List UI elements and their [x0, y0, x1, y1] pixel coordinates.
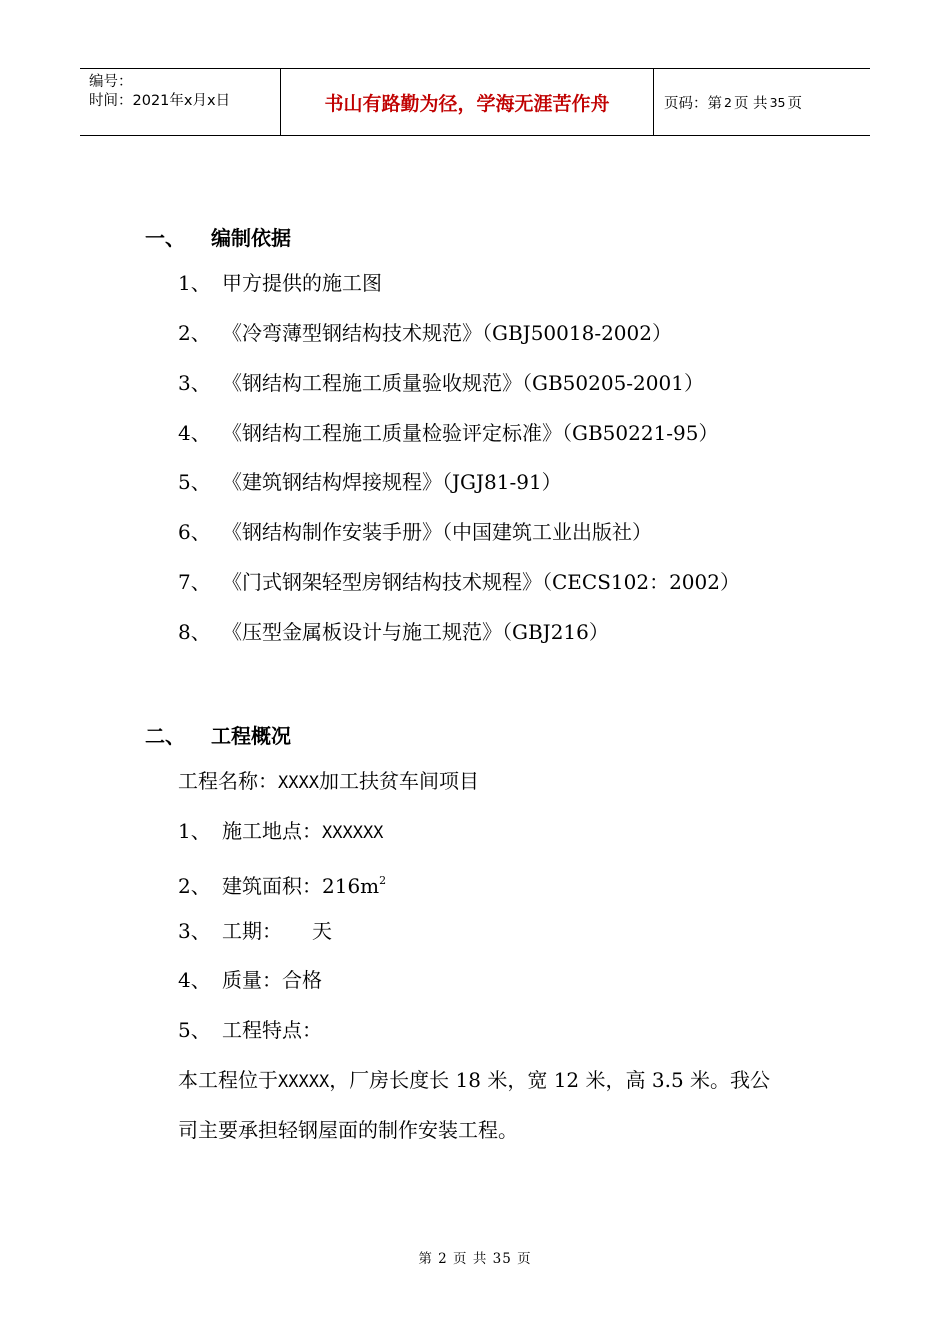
list-item-index: 2、 [178, 321, 211, 345]
page-header [80, 68, 870, 136]
project-name-text: 加工扶贫车间项目 [318, 769, 479, 793]
list-item-index: 8、 [178, 620, 211, 644]
section-title: 编制依据 [211, 226, 291, 250]
list-item [178, 868, 386, 899]
paragraph-text: 本工程位于 [178, 1068, 278, 1092]
list-item-index: 7、 [178, 570, 211, 594]
list-item [178, 519, 652, 545]
list-item [178, 967, 322, 993]
list-item-text: 《门式钢架轻型房钢结构技术规程》（CECS102：2002） [222, 570, 740, 594]
document-number-label: 编号： [89, 74, 133, 90]
page-footer: 第 2 页 共 35 页 [418, 1251, 532, 1267]
page-prefix: 页码：第 [664, 95, 722, 112]
list-item-index: 4、 [178, 968, 211, 992]
list-item-text: 《钢结构工程施工质量检验评定标准》（GB50221-95） [222, 421, 719, 445]
list-item-text: 《建筑钢结构焊接规程》（JGJ81-91） [222, 470, 562, 494]
document-date-label: 时间：2021年x月x日 [89, 93, 231, 109]
list-item-text: 甲方提供的施工图 [222, 271, 382, 295]
list-item-text: 《钢结构工程施工质量验收规范》（GB50205-2001） [222, 371, 704, 395]
area-unit-superscript: 2 [379, 874, 387, 887]
section-heading-overview [145, 720, 291, 749]
list-item-index: 2、 [178, 874, 211, 898]
project-name-line [178, 768, 479, 796]
header-motto: 书山有路勤为径，学海无涯苦作舟 [281, 69, 654, 135]
list-item-index: 3、 [178, 919, 211, 943]
list-item-index: 6、 [178, 520, 211, 544]
quality-text: 质量：合格 [222, 968, 322, 992]
paragraph-text: ，厂房长度长 18 米，宽 12 米，高 3.5 米。我公 [329, 1068, 771, 1092]
list-item [178, 818, 383, 846]
list-item [178, 1017, 322, 1043]
list-item [178, 569, 740, 595]
page-current: 2 [724, 94, 732, 110]
list-item-text: 《压型金属板设计与施工规范》（GBJ216） [222, 620, 609, 644]
duration-unit: 天 [312, 919, 332, 943]
paragraph-text: 司主要承担轻钢屋面的制作安装工程。 [178, 1118, 518, 1142]
list-item-index: 5、 [178, 1018, 211, 1042]
header-page-info [654, 69, 870, 135]
list-item-index: 1、 [178, 819, 211, 843]
list-item [178, 320, 672, 346]
section-heading-basis [145, 222, 291, 251]
list-item-index: 1、 [178, 271, 211, 295]
duration-label: 工期： [222, 919, 282, 943]
list-item [178, 420, 719, 446]
section-title: 工程概况 [211, 724, 291, 748]
site-value: XXXXXX [322, 823, 384, 843]
project-name-label: 工程名称： [178, 769, 278, 793]
page-total: 35 [769, 94, 786, 110]
site-label: 施工地点： [222, 819, 322, 843]
list-item [178, 619, 609, 645]
area-label: 建筑面积： [222, 874, 322, 898]
list-item-text: 《钢结构制作安装手册》（中国建筑工业出版社） [222, 520, 652, 544]
section-number: 二、 [145, 724, 185, 748]
project-name-code: XXXX [278, 773, 319, 793]
list-item [178, 370, 704, 396]
page-mid: 页 共 [733, 95, 768, 112]
section-number: 一、 [145, 226, 185, 250]
list-item [178, 469, 562, 495]
list-item-index: 3、 [178, 371, 211, 395]
area-value: 216m [322, 874, 380, 898]
list-item [178, 270, 382, 296]
list-item-index: 4、 [178, 421, 211, 445]
location-code: XXXXX [278, 1072, 330, 1092]
paragraph-line [178, 1067, 770, 1095]
list-item-index: 5、 [178, 470, 211, 494]
list-item-text: 《冷弯薄型钢结构技术规范》（GBJ50018-2002） [222, 321, 672, 345]
paragraph-line [178, 1117, 518, 1143]
features-label: 工程特点： [222, 1018, 322, 1042]
header-meta-cell [80, 69, 281, 135]
list-item [178, 918, 332, 944]
page-suffix: 页 [787, 95, 802, 112]
